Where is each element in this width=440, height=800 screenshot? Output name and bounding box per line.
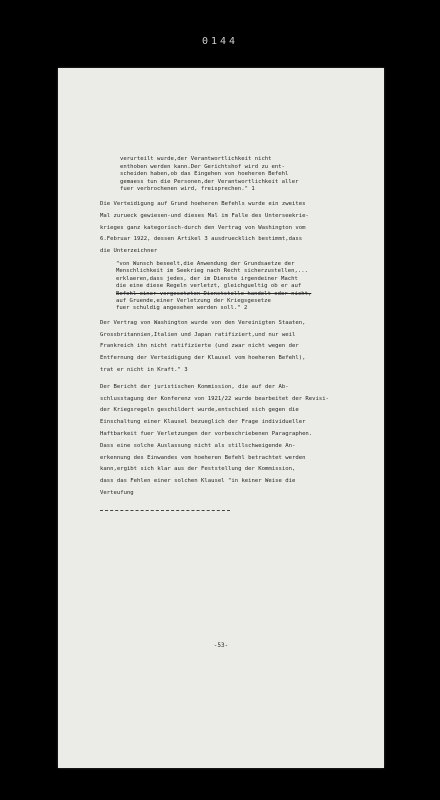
text-line: Haftbarkeit fuer Verletzungen der vorbeschriebenen Paragraphen. xyxy=(100,430,313,437)
text-line: 6.Februar 1922, dessen Artikel 3 ausdruecklich bestimmt,dass xyxy=(100,236,303,243)
text-line: Der Vertrag von Washington wurde von den Vereinigten Staaten, xyxy=(100,319,306,326)
text-line: die eine diese Regeln verletzt, gleichgueltig ob er auf xyxy=(116,283,302,290)
text-line: "von Wunsch beseelt,die Anwendung der Grundsaetze der xyxy=(116,260,295,267)
text-line: kann,ergibt sich klar aus der Feststellung der Kommission, xyxy=(100,466,296,473)
text-line: Frankreich ihn nicht ratifizierte (und zwar nicht wegen der xyxy=(100,343,299,350)
document-page xyxy=(58,68,384,768)
text-line: Grossbritannien,Italien und Japan ratifiziert,und nur weil xyxy=(100,331,296,338)
text-line: Der Bericht der juristischen Kommission, die auf der Ab- xyxy=(100,383,289,390)
text-line: trat er nicht in Kraft." 3 xyxy=(100,366,188,373)
text-line: Einschaltung einer Klausel bezueglich der Frage individueller xyxy=(100,419,306,426)
text-line: enthoben werden kann.Der Gerichtshof wird zu ent- xyxy=(120,163,286,170)
text-line: verurteilt wurde,der Verantwortlichkeit nicht xyxy=(120,156,272,162)
text-line: Verteufung xyxy=(100,489,134,496)
paragraph-3 xyxy=(100,382,376,500)
text-line: scheiden haben,ob das Eingehen von hoeheren Befehl xyxy=(120,171,289,178)
text-line: fuer verbrochenen wird, freisprechen." 1 xyxy=(120,186,255,193)
text-line: schlusstagung der Konferenz von 1921/22 wurde bearbeitet der Revisi- xyxy=(100,395,330,402)
text-line: krieges ganz kategorisch-durch den Vertrag von Washington vom xyxy=(100,224,306,231)
page-number: -53- xyxy=(213,642,229,649)
paragraph-1 xyxy=(100,199,376,258)
text-line: erklaeren,dass jedes, der im Dienste irgendeiner Macht xyxy=(116,275,298,282)
text-line: Die Verteidigung auf Grund hoeheren Befehls wurde ein zweites xyxy=(100,200,306,207)
text-line: Entfernung der Verteidigung der Klausel vom hoeheren Befehl), xyxy=(100,355,306,362)
text-line: der Kriegsregeln geschildert wurde,entschied sich gegen die xyxy=(100,407,299,414)
text-line: Dass eine solche Auslassung nicht als stillschweigende An- xyxy=(100,442,296,449)
text-line: Menschlichkeit im Seekrieg nach Recht sicherzustellen,... xyxy=(116,268,308,275)
washington-treaty-quote xyxy=(116,261,368,313)
text-line: fuer schuldig angesehen werden soll." 2 xyxy=(116,305,248,312)
paragraph-2 xyxy=(100,318,376,377)
text-line: erkennung des Einwandes vom hoeheren Befehl betrachtet werden xyxy=(100,454,306,461)
text-line: die Unterzeichner xyxy=(100,248,158,255)
text-line: Mal zurueck gewiesen-und dieses Mal im Falle des Unterseekrie- xyxy=(100,212,309,219)
text-line: dass das Fehlen einer solchen Klausel "in keiner Weise die xyxy=(100,478,296,485)
text-line: gemaess tun die Personen,der Verantwortlichkeit aller xyxy=(120,178,299,185)
text-line: auf Gruende,einer Verletzung der Kriegsgesetze xyxy=(116,297,271,304)
struck-line: Befehl einer vorgesetzten Dienststelle handelt oder nicht, xyxy=(116,290,312,297)
footnote-divider xyxy=(100,510,230,511)
film-stamp: 0144 xyxy=(201,36,239,47)
top-quote-block xyxy=(120,156,358,194)
page-text xyxy=(100,156,376,511)
